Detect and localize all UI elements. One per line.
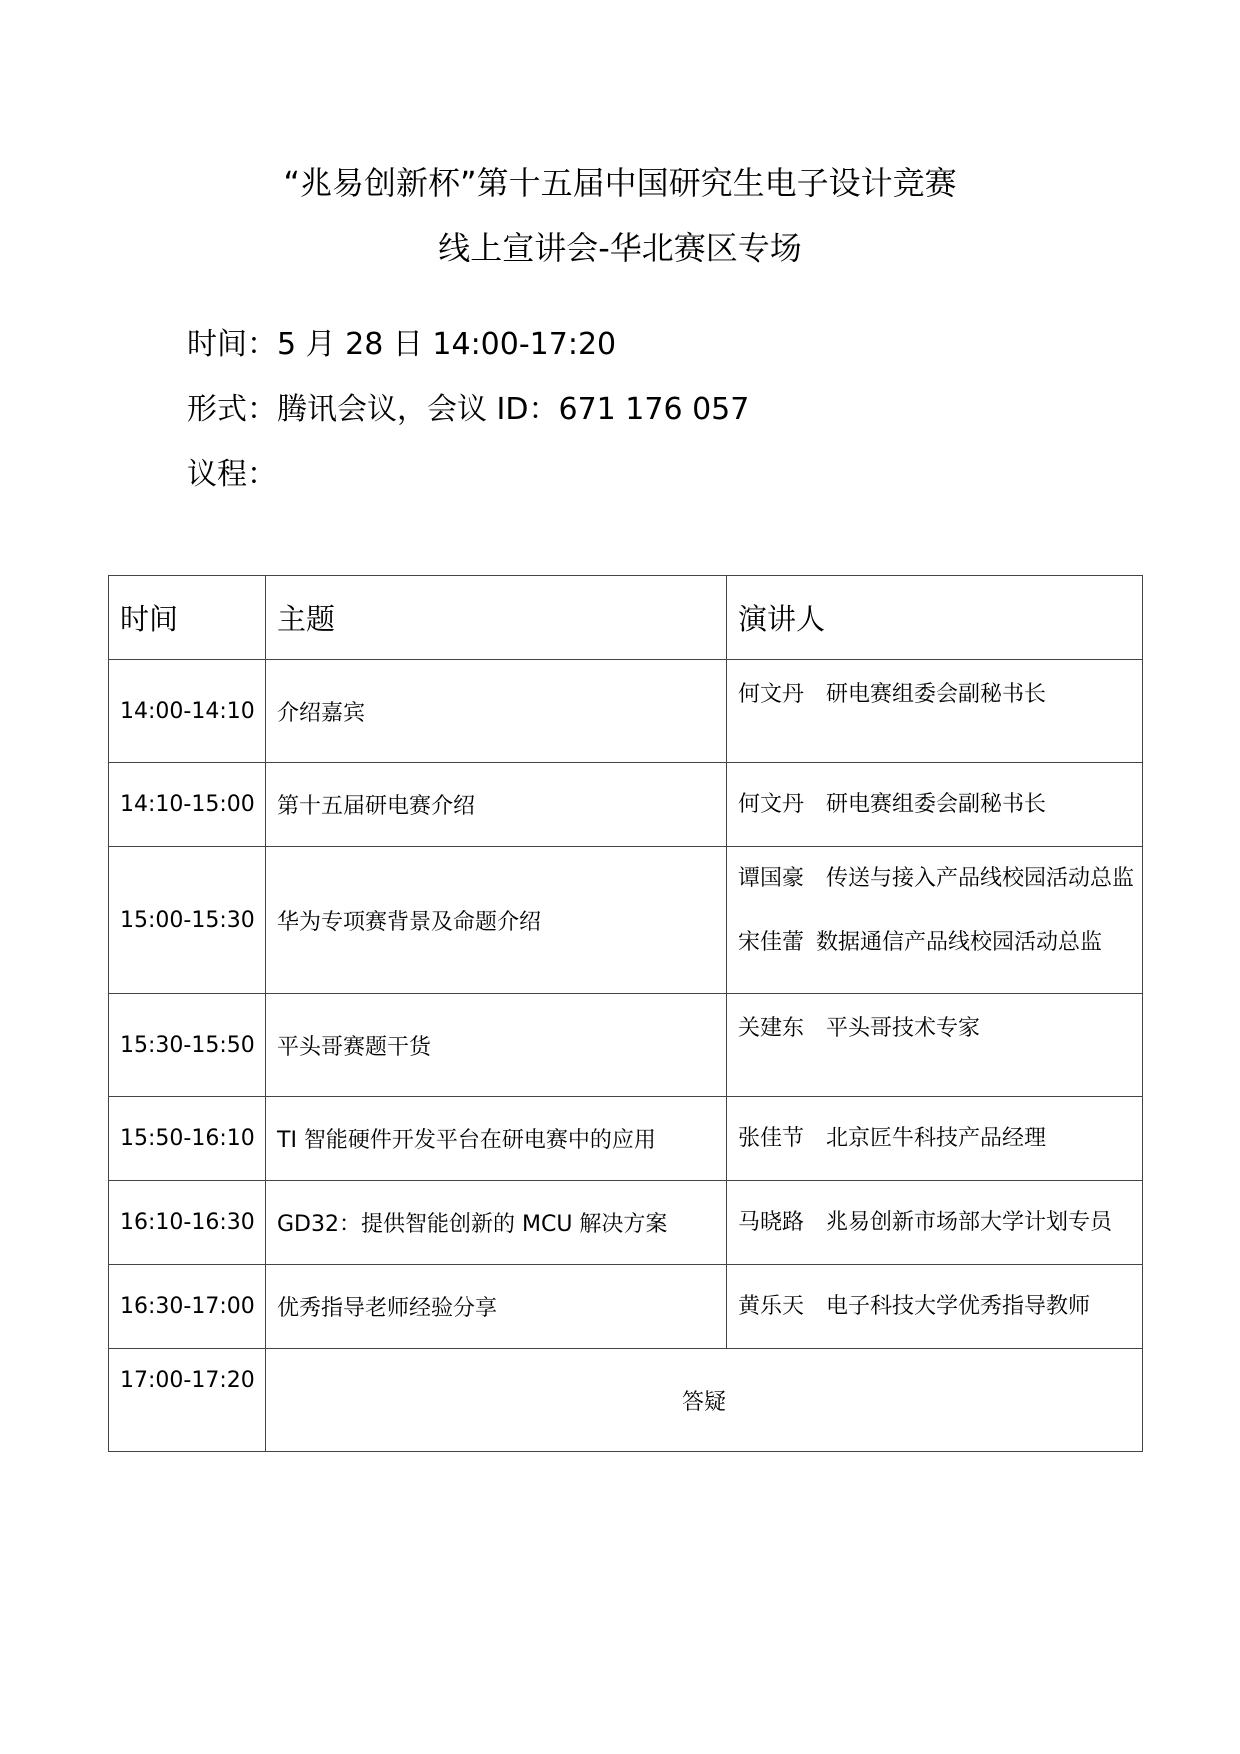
speaker-title: 北京匠牛科技产品经理: [826, 1125, 1047, 1151]
speaker-name: 何文丹: [738, 682, 805, 707]
row-speaker: [727, 1097, 1143, 1181]
row-time: 14:00-14:10: [109, 660, 266, 763]
event-time-label: 时间：: [187, 327, 277, 362]
row-time: 15:00-15:30: [109, 847, 266, 994]
event-time-value: 5 月 28 日 14:00-17:20: [277, 327, 617, 362]
speaker-name: 关建东: [738, 1016, 805, 1041]
agenda-header-row: [109, 576, 1143, 660]
agenda-row: [109, 660, 1143, 763]
speaker-title: 电子科技大学优秀指导教师: [826, 1293, 1091, 1319]
header-topic: 主题: [266, 576, 727, 660]
row-speaker: [727, 763, 1143, 847]
row-time: 15:30-15:50: [109, 994, 266, 1097]
row-topic: 平头哥赛题干货: [266, 994, 727, 1097]
row-topic: TI 智能硬件开发平台在研电赛中的应用: [266, 1097, 727, 1181]
row-topic: 介绍嘉宾: [266, 660, 727, 763]
agenda-row: [109, 847, 1143, 994]
speaker-name: 黄乐天: [738, 1293, 805, 1319]
agenda-row: [109, 1181, 1143, 1265]
row-time: 16:30-17:00: [109, 1265, 266, 1349]
speaker-name: 张佳节: [738, 1125, 805, 1151]
row-time: 17:00-17:20: [109, 1349, 266, 1452]
speaker-title: 研电赛组委会副秘书长: [826, 682, 1047, 707]
row-speaker: [727, 994, 1143, 1097]
row-time: 16:10-16:30: [109, 1181, 266, 1265]
event-format: [187, 390, 749, 430]
row-topic: 优秀指导老师经验分享: [266, 1265, 727, 1349]
document-title-line-1: “兆易创新杯”第十五届中国研究生电子设计竞赛: [283, 164, 957, 202]
event-format-label: 形式：: [187, 392, 277, 427]
row-speaker: [727, 1181, 1143, 1265]
event-time: [187, 325, 616, 365]
row-topic: 华为专项赛背景及命题介绍: [266, 847, 727, 994]
agenda-row: [109, 1097, 1143, 1181]
speaker-title: 传送与接入产品线校园活动总监: [826, 866, 1135, 891]
agenda-row: [109, 1265, 1143, 1349]
document-title-line-2: 线上宣讲会-华北赛区专场: [438, 229, 802, 267]
speaker-name: 何文丹: [738, 791, 805, 817]
speaker-title: 兆易创新市场部大学计划专员: [826, 1209, 1113, 1235]
speaker-name: 马晓路: [738, 1209, 805, 1235]
row-speaker: [727, 847, 1143, 994]
agenda-row: [109, 1349, 1143, 1452]
agenda-row: [109, 763, 1143, 847]
row-time: 15:50-16:10: [109, 1097, 266, 1181]
row-time: 14:10-15:00: [109, 763, 266, 847]
header-time: 时间: [109, 576, 266, 660]
agenda-row: [109, 994, 1143, 1097]
speaker-name: 宋佳蕾: [738, 930, 805, 955]
agenda-table: [108, 575, 1143, 1452]
speaker-title: 研电赛组委会副秘书长: [826, 791, 1047, 817]
row-topic: GD32：提供智能创新的 MCU 解决方案: [266, 1181, 727, 1265]
speaker-title: 平头哥技术专家: [826, 1016, 981, 1041]
row-speaker: [727, 1265, 1143, 1349]
row-topic-qa: 答疑: [266, 1349, 1143, 1452]
speaker-title: 数据通信产品线校园活动总监: [816, 930, 1103, 955]
speaker-name: 谭国豪: [738, 866, 805, 891]
row-topic: 第十五届研电赛介绍: [266, 763, 727, 847]
header-speaker: 演讲人: [727, 576, 1143, 660]
row-speaker: [727, 660, 1143, 763]
event-format-value: 腾讯会议，会议 ID：671 176 057: [277, 392, 750, 427]
agenda-label: 议程：: [187, 457, 277, 492]
